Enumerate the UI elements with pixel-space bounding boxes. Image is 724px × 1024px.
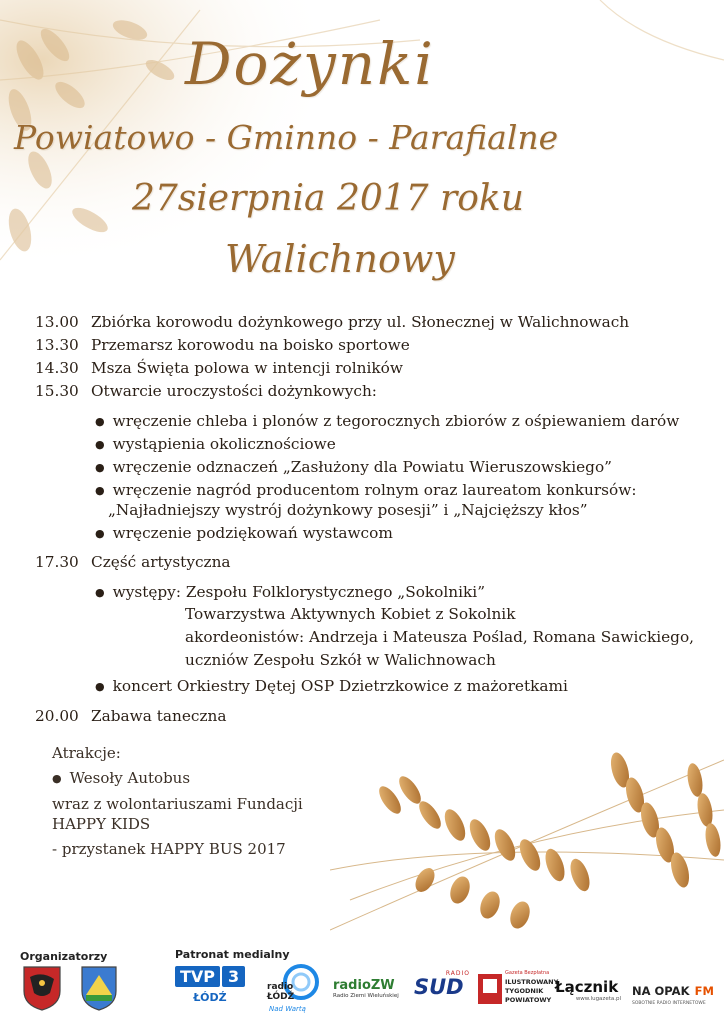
poster-subtitle: Powiatowo - Gminno - Parafialne bbox=[14, 118, 559, 157]
art-performances: ● występy: Zespołu Folklorystycznego „Sokolniki” bbox=[95, 583, 485, 601]
commune-crest-logo bbox=[80, 965, 118, 1011]
wheat-bottom-decoration bbox=[330, 730, 724, 950]
program-item: 20.00 Zabawa taneczna bbox=[35, 707, 227, 725]
art-performance-line: uczniów Zespołu Szkół w Walichnowach bbox=[185, 651, 496, 669]
art-concert: ● koncert Orkiestry Dętej OSP Dzietrzkowice z mażoretkami bbox=[95, 677, 568, 695]
na-opak-fm-logo: NA OPAK FM SOBOTNIE RADIO INTERNETOWE bbox=[632, 984, 714, 1006]
radio-sud-logo: RADIO SUD bbox=[414, 970, 470, 999]
program-item: 14.30 Msza Święta polowa w intencji rolników bbox=[35, 359, 403, 377]
media-patronage-label: Patronat medialny bbox=[175, 948, 290, 961]
event-place: Walichnowy bbox=[225, 237, 455, 281]
program-item: 15.30 Otwarcie uroczystości dożynkowych: bbox=[35, 382, 377, 400]
program-item: 13.00 Zbiórka korowodu dożynkowego przy ul. Słonecznej w Walichnowach bbox=[35, 313, 630, 331]
opening-item: ● wręczenie podziękowań wystawcom bbox=[95, 524, 393, 542]
attractions-item: ● Wesoły Autobus bbox=[52, 769, 190, 787]
program-item: 17.30 Część artystyczna bbox=[35, 553, 231, 571]
attractions-line: HAPPY KIDS bbox=[52, 815, 151, 833]
opening-item: ● wręczenie nagród producentom rolnym oraz laureatom konkursów: bbox=[95, 481, 636, 499]
county-crest-logo bbox=[22, 965, 62, 1011]
tygodnik-powiatowy-logo: Gazeta Bezpłatna ILUSTROWANY TYGODNIK POWIATOWY bbox=[478, 970, 550, 1010]
lacznik-logo: Łącznik www.lugazeta.pl bbox=[555, 978, 621, 1002]
art-performance-line: akordeonistów: Andrzeja i Mateusza Poślad, Romana Sawickiego, bbox=[185, 628, 695, 646]
attractions-label: Atrakcje: bbox=[52, 744, 121, 762]
organizers-label: Organizatorzy bbox=[20, 950, 108, 963]
program-item: 13.30 Przemarsz korowodu na boisko sportowe bbox=[35, 336, 410, 354]
attractions-line: - przystanek HAPPY BUS 2017 bbox=[52, 840, 286, 858]
radio-lodz-logo: radio ŁÓDŹ Nad Wartą bbox=[265, 962, 325, 1018]
opening-item-continued: „Najładniejszy wystrój dożynkowy posesji” i „Najcięższy kłos” bbox=[108, 501, 588, 519]
opening-item: ● wręczenie chleba i plonów z tegorocznych zbiorów z ośpiewaniem darów bbox=[95, 412, 679, 430]
opening-item: ● wystąpienia okolicznościowe bbox=[95, 435, 336, 453]
poster-title: Dożynki bbox=[185, 30, 435, 98]
radio-zw-logo: radioZW Radio Ziemi Wieluńskiej bbox=[333, 978, 399, 999]
event-date: 27sierpnia 2017 roku bbox=[132, 178, 524, 219]
art-performance-line: Towarzystwa Aktywnych Kobiet z Sokolnik bbox=[185, 605, 516, 623]
opening-item: ● wręczenie odznaczeń „Zasłużony dla Powiatu Wieruszowskiego” bbox=[95, 458, 612, 476]
attractions-line: wraz z wolontariuszami Fundacji bbox=[52, 795, 303, 813]
tvp3-lodz-logo: TVP 3 ŁÓDŹ bbox=[175, 966, 253, 1012]
